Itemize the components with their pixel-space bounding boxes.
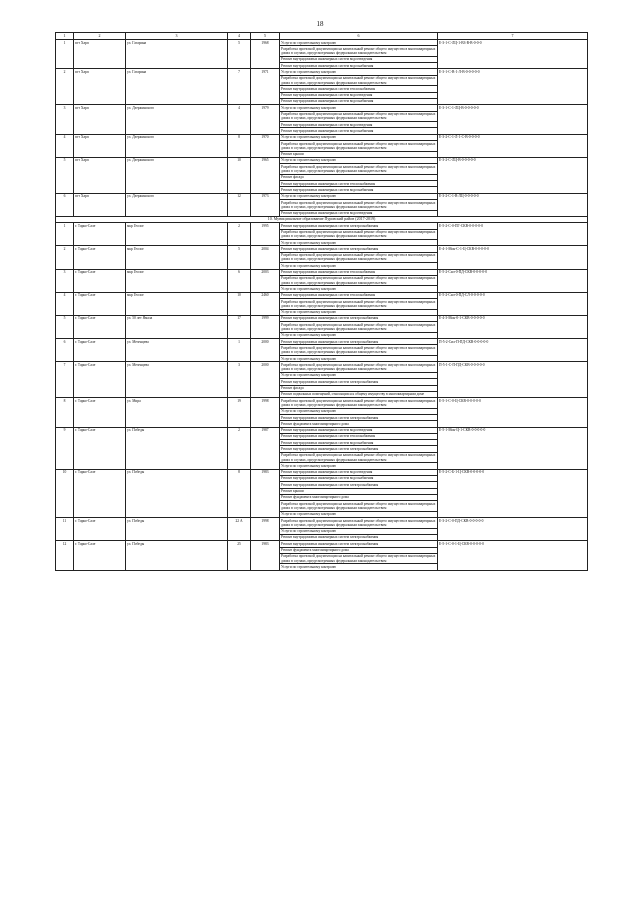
work-type: Разработка проектной документации на капитальный ремонт общего имущества в многоквартирных домах в случаях, предусмотренных федеральным законодательством <box>280 501 438 512</box>
page-number: 18 <box>316 20 324 28</box>
work-type: Ремонт внутридомовых инженерных систем водоснабжения <box>280 98 438 104</box>
house-number: 17 <box>228 315 251 338</box>
work-type: Услуги по строительному контролю <box>280 511 438 517</box>
table-row <box>56 398 588 409</box>
street: ул. Дзержинского <box>126 134 228 157</box>
work-type: Ремонт внутридомовых инженерных систем электроснабжения <box>280 534 438 540</box>
work-type: Ремонт внутридомовых инженерных систем электроснабжения <box>280 446 438 452</box>
building-code: Е-5-2-С-Б-1-Ц-СКВ-0-0-0-0-0 <box>438 469 588 517</box>
street: ул. Мезенцева <box>126 339 228 362</box>
row-number: 6 <box>56 193 74 216</box>
work-type: Разработка проектной документации на капитальный ремонт общего имущества в многоквартирных домах в случаях, предусмотренных федеральным законодательством <box>280 553 438 564</box>
work-type: Ремонт внутридомовых инженерных систем водоотведения <box>280 427 438 433</box>
build-year: 1998 <box>251 518 280 541</box>
build-year: 1983 <box>251 541 280 570</box>
building-code: Е-3-1-С-В-1-Л-В-0-0-0-0-0 <box>438 69 588 105</box>
house-number: 6 <box>228 269 251 292</box>
settlement: г. Тарко-Сале <box>74 292 126 315</box>
work-type: Ремонт внутридомовых инженерных систем электроснабжения <box>280 415 438 421</box>
work-type: Ремонт внутридомовых инженерных систем электроснабжения <box>280 541 438 547</box>
house-number: 3 <box>228 362 251 398</box>
work-type: Ремонт внутридомовых инженерных систем водоотведения <box>280 56 438 62</box>
work-type: Ремонт внутридомовых инженерных систем теплоснабжения <box>280 433 438 439</box>
work-type: Ремонт подвальных помещений, относящихся к общему имуществу в многоквартирном доме <box>280 391 438 397</box>
work-type: Услуги по строительному контролю <box>280 134 438 140</box>
settlement: пгт Харп <box>74 69 126 105</box>
work-type: Разработка проектной документации на капитальный ремонт общего имущества в многоквартирных домах в случаях, предусмотренных федеральным законодательством <box>280 299 438 310</box>
street: мкр Геолог <box>126 223 228 246</box>
build-year: 1973 <box>251 193 280 216</box>
work-type: Ремонт крыши <box>280 488 438 494</box>
building-code: Е-4-1-Мон-С-1-Ц-СКВ-0-0-0-0-0 <box>438 246 588 269</box>
street: ул. Дзержинского <box>126 105 228 134</box>
work-type: Ремонт внутридомовых инженерных систем теплоснабжения <box>280 292 438 298</box>
street: ул. 50 лет Ямала <box>126 315 228 338</box>
building-code: Е-4-3-Мон-0-1-СКВ-0-0-0-0-0 <box>438 315 588 338</box>
street: мкр Геолог <box>126 246 228 269</box>
work-type: Ремонт фасада <box>280 385 438 391</box>
building-code: Е-5-2-С-0-ПГ-СКВ-0-0-0-0-0 <box>438 223 588 246</box>
work-type: Услуги по строительному контролю <box>280 286 438 292</box>
row-number: 4 <box>56 292 74 315</box>
build-year: 1987 <box>251 427 280 469</box>
work-type: Ремонт внутридомовых инженерных систем электроснабжения <box>280 246 438 252</box>
column-number: 5 <box>251 33 280 40</box>
street: ул. Гагарина <box>126 69 228 105</box>
house-number: 1 <box>228 339 251 362</box>
build-year: 2460 <box>251 292 280 315</box>
street: ул. Победы <box>126 427 228 469</box>
work-type: Услуги по строительному контролю <box>280 309 438 315</box>
work-type: Услуги по строительному контролю <box>280 240 438 246</box>
house-number: 8 <box>228 134 251 157</box>
street: ул. Мезенцева <box>126 362 228 398</box>
street: ул. Победы <box>126 541 228 570</box>
work-type: Ремонт внутридомовых инженерных систем электроснабжения <box>280 379 438 385</box>
work-type: Ремонт внутридомовых инженерных систем водоотведения <box>280 210 438 216</box>
work-type: Услуги по строительному контролю <box>280 356 438 362</box>
work-type: Ремонт внутридомовых инженерных систем водоснабжения <box>280 440 438 446</box>
street: ул. Дзержинского <box>126 193 228 216</box>
row-number: 2 <box>56 69 74 105</box>
row-number: 1 <box>56 40 74 69</box>
work-type: Услуги по строительному контролю <box>280 528 438 534</box>
street: ул. Мира <box>126 398 228 427</box>
settlement: г. Тарко-Сале <box>74 339 126 362</box>
row-number: 1 <box>56 223 74 246</box>
house-number: 2 <box>228 223 251 246</box>
house-number: 19 <box>228 398 251 427</box>
house-number: 12 <box>228 193 251 216</box>
building-code: П-5-1-С-П-ПД-СКВ-0-0-0-0-0 <box>438 362 588 398</box>
capital-repair-register-table <box>55 32 588 571</box>
work-type: Услуги по строительному контролю <box>280 157 438 163</box>
work-type: Разработка проектной документации на капитальный ремонт общего имущества в многоквартирных домах в случаях, предусмотренных федеральным законодательством <box>280 398 438 409</box>
building-code: Е-3-2-С-0-ПД-СКВ-0-0-0-0-0 <box>438 518 588 541</box>
building-code: Е-3-1-С-1-ЛЦ-В-0-0-0-0-0 <box>438 105 588 134</box>
work-type: Услуги по строительному контролю <box>280 263 438 269</box>
row-number: 4 <box>56 134 74 157</box>
build-year: 2004 <box>251 246 280 269</box>
work-type: Ремонт внутридомовых инженерных систем водоснабжения <box>280 187 438 193</box>
settlement: г. Тарко-Сале <box>74 269 126 292</box>
work-type: Услуги по строительному контролю <box>280 105 438 111</box>
settlement: г. Тарко-Сале <box>74 518 126 541</box>
column-number-row <box>56 33 588 40</box>
work-type: Ремонт внутридомовых инженерных систем электроснабжения <box>280 315 438 321</box>
work-type: Услуги по строительному контролю <box>280 193 438 199</box>
settlement: пгт Харп <box>74 157 126 193</box>
row-number: 10 <box>56 469 74 517</box>
settlement: г. Тарко-Сале <box>74 362 126 398</box>
building-code: Е-5-2-Сил-0-ПД-СЛ-0-0-0-0-0 <box>438 292 588 315</box>
building-code: Е-5-1-С-0-1-Ц-СКВ-0-0-0-0-0 <box>438 541 588 570</box>
building-code: Е-5-1-С-0-Ц-СКВ-0-0-0-0-0 <box>438 398 588 427</box>
work-type: Ремонт фундамента многоквартирного дома <box>280 494 438 500</box>
work-type: Разработка проектной документации на капитальный ремонт общего имущества в многоквартирных домах в случаях, предусмотренных федеральным законодательством <box>280 111 438 122</box>
work-type: Разработка проектной документации на капитальный ремонт общего имущества в многоквартирных домах в случаях, предусмотренных федеральным законодательством <box>280 75 438 86</box>
row-number: 2 <box>56 246 74 269</box>
building-code: Е-3-2-С-ЛЦ-В-0-0-0-0-0 <box>438 157 588 193</box>
work-type: Ремонт внутридомовых инженерных систем водоснабжения <box>280 63 438 69</box>
build-year: 1979 <box>251 105 280 134</box>
work-type: Разработка проектной документации на капитальный ремонт общего имущества в многоквартирных домах в случаях, предусмотренных федеральным законодательством <box>280 275 438 286</box>
settlement: г. Тарко-Сале <box>74 469 126 517</box>
house-number: 5 <box>228 246 251 269</box>
building-code: Е-3-2-С-1-В-ЛЦ-0-0-0-0-0 <box>438 193 588 216</box>
work-type: Ремонт фундамента многоквартирного дома <box>280 421 438 427</box>
work-type: Разработка проектной документации на капитальный ремонт общего имущества в многоквартирных домах в случаях, предусмотренных федеральным законодательством <box>280 252 438 263</box>
street: ул. Победы <box>126 469 228 517</box>
column-number: 7 <box>438 33 588 40</box>
table-row <box>56 362 588 373</box>
building-code: Е-3-1-С-ЛЦ-1-ВЗ-В-В-0-0-0 <box>438 40 588 69</box>
build-year: 2000 <box>251 339 280 362</box>
work-type: Услуги по строительному контролю <box>280 564 438 570</box>
work-type: Разработка проектной документации на капитальный ремонт общего имущества в многоквартирных домах в случаях, предусмотренных федеральным законодательством <box>280 518 438 529</box>
house-number: 22 А <box>228 518 251 541</box>
work-type: Ремонт фундамента многоквартирного дома <box>280 547 438 553</box>
build-year: 1999 <box>251 315 280 338</box>
column-number: 4 <box>228 33 251 40</box>
building-code: П-5-2-Сил-П-ПД-СКВ-0-0-0-0-0 <box>438 339 588 362</box>
work-type: Услуги по строительному контролю <box>280 40 438 46</box>
work-type: Разработка проектной документации на капитальный ремонт общего имущества в многоквартирных домах в случаях, предусмотренных федеральным законодательством <box>280 164 438 175</box>
building-code: Е-5-2-Сил-0-ПД-СКВ-0-0-0-0-0 <box>438 269 588 292</box>
build-year: 1998 <box>251 398 280 427</box>
settlement: пгт Харп <box>74 105 126 134</box>
work-type: Разработка проектной документации на капитальный ремонт общего имущества в многоквартирных домах в случаях, предусмотренных федеральным законодательством <box>280 141 438 152</box>
work-type: Ремонт внутридомовых инженерных систем водоотведения <box>280 122 438 128</box>
row-number: 5 <box>56 315 74 338</box>
street: ул. Победы <box>126 518 228 541</box>
work-type: Разработка проектной документации на капитальный ремонт общего имущества в многоквартирных домах в случаях, предусмотренных федеральным законодательством <box>280 345 438 356</box>
settlement: г. Тарко-Сале <box>74 315 126 338</box>
work-type: Услуги по строительному контролю <box>280 332 438 338</box>
work-type: Ремонт внутридомовых инженерных систем электроснабжения <box>280 482 438 488</box>
work-type: Услуги по строительному контролю <box>280 372 438 378</box>
work-type: Ремонт внутридомовых инженерных систем водоснабжения <box>280 128 438 134</box>
building-code: Е-3-2-С-1-Л-1-С-В-0-0-0-0 <box>438 134 588 157</box>
build-year: 1983 <box>251 469 280 517</box>
row-number: 3 <box>56 105 74 134</box>
work-type: Ремонт внутридомовых инженерных систем теплоснабжения <box>280 86 438 92</box>
street: ул. Гагарина <box>126 40 228 69</box>
settlement: пгт Харп <box>74 193 126 216</box>
column-number: 6 <box>280 33 438 40</box>
row-number: 9 <box>56 427 74 469</box>
street: ул. Дзержинского <box>126 157 228 193</box>
row-number: 3 <box>56 269 74 292</box>
table-row <box>56 518 588 529</box>
build-year: 1970 <box>251 134 280 157</box>
work-type: Ремонт внутридомовых инженерных систем водоотведения <box>280 92 438 98</box>
column-number: 2 <box>74 33 126 40</box>
work-type: Разработка проектной документации на капитальный ремонт общего имущества в многоквартирных домах в случаях, предусмотренных федеральным законодательством <box>280 200 438 211</box>
work-type: Ремонт крыши <box>280 151 438 157</box>
settlement: пгт Харп <box>74 40 126 69</box>
work-type: Услуги по строительному контролю <box>280 408 438 414</box>
section-title: 10. Муниципальное образование Пуровский район (2017-2019) <box>56 216 588 222</box>
work-type: Ремонт внутридомовых инженерных систем водоотведения <box>280 469 438 475</box>
settlement: г. Тарко-Сале <box>74 246 126 269</box>
work-type: Разработка проектной документации на капитальный ремонт общего имущества в многоквартирных домах в случаях, предусмотренных федеральным законодательством <box>280 362 438 373</box>
row-number: 7 <box>56 362 74 398</box>
build-year: 1965 <box>251 157 280 193</box>
column-number: 1 <box>56 33 74 40</box>
settlement: пгт Харп <box>74 134 126 157</box>
street: мкр Геолог <box>126 292 228 315</box>
house-number: 25 <box>228 541 251 570</box>
work-type: Услуги по строительному контролю <box>280 463 438 469</box>
work-type: Ремонт внутридомовых инженерных систем электроснабжения <box>280 339 438 345</box>
settlement: г. Тарко-Сале <box>74 223 126 246</box>
settlement: г. Тарко-Сале <box>74 398 126 427</box>
work-type: Услуги по строительному контролю <box>280 69 438 75</box>
work-type: Ремонт внутридомовых инженерных систем теплоснабжения <box>280 181 438 187</box>
house-number: 4 <box>228 105 251 134</box>
work-type: Ремонт фасада <box>280 174 438 180</box>
row-number: 8 <box>56 398 74 427</box>
settlement: г. Тарко-Сале <box>74 541 126 570</box>
build-year: 2000 <box>251 362 280 398</box>
house-number: 8 <box>228 469 251 517</box>
column-number: 3 <box>126 33 228 40</box>
build-year: 1968 <box>251 40 280 69</box>
work-type: Ремонт внутридомовых инженерных систем теплоснабжения <box>280 269 438 275</box>
build-year: 2003 <box>251 269 280 292</box>
row-number: 11 <box>56 518 74 541</box>
work-type: Ремонт внутридомовых инженерных систем электроснабжения <box>280 223 438 229</box>
street: мкр Геолог <box>126 269 228 292</box>
work-type: Разработка проектной документации на капитальный ремонт общего имущества в многоквартирных домах в случаях, предусмотренных федеральным законодательством <box>280 46 438 57</box>
row-number: 12 <box>56 541 74 570</box>
work-type: Разработка проектной документации на капитальный ремонт общего имущества в многоквартирных домах в случаях, предусмотренных федеральным законодательством <box>280 229 438 240</box>
building-code: Е-5-1-Мон-Ц-1-СКВ-0-0-0-0-0 <box>438 427 588 469</box>
row-number: 5 <box>56 157 74 193</box>
house-number: 7 <box>228 69 251 105</box>
house-number: 2 <box>228 427 251 469</box>
work-type: Ремонт внутридомовых инженерных систем водоснабжения <box>280 475 438 481</box>
row-number: 6 <box>56 339 74 362</box>
settlement: г. Тарко-Сале <box>74 427 126 469</box>
work-type: Разработка проектной документации на капитальный ремонт общего имущества в многоквартирных домах в случаях, предусмотренных федеральным законодательством <box>280 322 438 333</box>
build-year: 1971 <box>251 69 280 105</box>
work-type: Разработка проектной документации на капитальный ремонт общего имущества в многоквартирных домах в случаях, предусмотренных федеральным законодательством <box>280 452 438 463</box>
house-number: 10 <box>228 157 251 193</box>
house-number: 10 <box>228 292 251 315</box>
house-number: 5 <box>228 40 251 69</box>
build-year: 1995 <box>251 223 280 246</box>
